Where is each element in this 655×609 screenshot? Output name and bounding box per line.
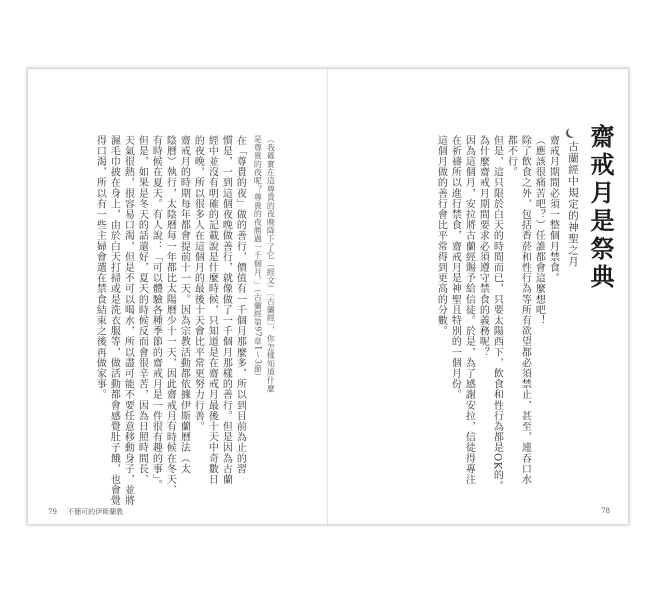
right-page bbox=[328, 69, 628, 524]
body-text-column: 都不行。 bbox=[505, 135, 517, 178]
book-spread bbox=[27, 68, 629, 525]
chapter-subtitle bbox=[566, 127, 581, 268]
body-text-column: （應該很痛苦吧？）任誰都會這麼想吧！ bbox=[533, 135, 545, 326]
body-text-column: 慣是，一到這個夜晚做善行，就像做了一千個月那樣的善行。但是因為古蘭 bbox=[220, 135, 232, 485]
body-text-column: 但是，如果是冬天的話還好，夏天的時候反而會很辛苦，因為日照時間長、 bbox=[136, 135, 148, 485]
body-text-column: 的夜晚，所以很多人在這個月的最後十天會比平常更努力行善。 bbox=[192, 135, 204, 432]
subtitle-text: 古蘭經中規定的神聖之月 bbox=[567, 141, 579, 268]
body-text-column: 為什麼齋戒月期間要求必須遵守禁食的義務呢？ bbox=[477, 135, 489, 358]
body-text-column: 經中並沒有明確的記載說是什麼時候，只知道是在齋戒月最後十天中奇數日 bbox=[206, 135, 218, 485]
body-text-column: 因為這個月，安拉將古蘭經賜予給信徒。於是，為了感謝安拉，信徒得專注 bbox=[463, 135, 475, 485]
body-text-column: 得口渴，所以有一些主婦會選在禁食結束之後再做家事。 bbox=[94, 135, 106, 400]
body-text-column: 天氣很熱，很容易口渴，但是不可以喝水，所以盡可能不要任意移動身子，並將 bbox=[122, 135, 134, 506]
left-page-footer bbox=[48, 507, 123, 517]
body-text-column: 濕毛巾披在身上，由於白天打掃或是洗衣服等，做活動都會感覺肚子餓，也會覺 bbox=[108, 135, 120, 506]
body-text-column: 有時候在夏天。有人說：「可以體驗各種季節的齋戒月是一件很有趣的事」。 bbox=[150, 135, 162, 491]
body-text-column: 齋戒月的時期每年都會提前十一天。因為宗教活動都依據伊斯蘭曆法（太 bbox=[178, 135, 190, 475]
body-text-column: 在祈禱所以進行禁食，齋戒月是神聖且特別的一個月份。 bbox=[449, 135, 461, 400]
left-page bbox=[28, 69, 328, 524]
body-text-column: 齋戒月期間必須一整個月禁食。 bbox=[547, 135, 559, 284]
body-text-column: 但是，這只限於白天的時間而已，只要太陽西下，飲食和性行為都是OK的。 bbox=[491, 135, 503, 492]
crescent-moon-icon bbox=[568, 127, 578, 137]
body-text-column: 是尊貴的夜呢？尊貴的夜勝過一千個月。」（古蘭經第97章1〜3節） bbox=[253, 135, 263, 381]
body-text-column: 在「尊貴的夜」做的善行，價值有一千個月那麼多，所以到目前為止的習 bbox=[234, 135, 246, 475]
running-title: 不簡可的伊斯蘭教 bbox=[67, 508, 124, 516]
chapter-title: 齋戒月是祭典 bbox=[586, 124, 614, 292]
page-number: 78 bbox=[601, 507, 610, 515]
page-number: 79 bbox=[48, 508, 57, 516]
body-text-column: 陰曆）執行，太陰曆每一年都比太陽曆少十一天，因此齋戒月有時候在冬天、 bbox=[164, 135, 176, 496]
right-page-footer bbox=[601, 507, 610, 515]
body-text-column: 這個月做的善行會比平常得到更高的分數。 bbox=[435, 135, 447, 337]
body-text-column: 除了飲食之外，包括香菸和性行為等所有欲望都必須禁止，甚至，連吞口水 bbox=[519, 135, 531, 485]
body-text-column: （我確實在這尊貴的夜晚降下了它（經文）〔古蘭經〕，你怎樣知道什麼 bbox=[266, 135, 276, 393]
